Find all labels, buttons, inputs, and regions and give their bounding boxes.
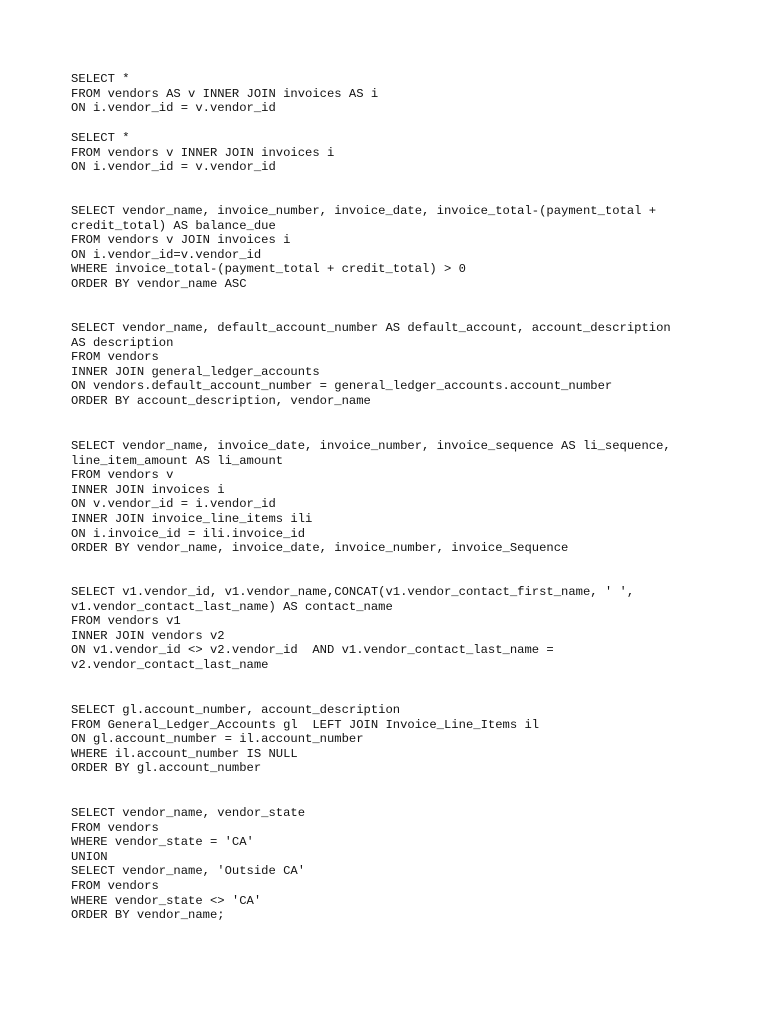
- code-line: SELECT vendor_name, invoice_date, invoice_number, invoice_sequence AS li_sequence,: [71, 439, 671, 453]
- sql-query-block-1: [71, 72, 378, 116]
- code-line: INNER JOIN invoices i: [71, 482, 225, 497]
- code-line: ON i.vendor_id = v.vendor_id: [71, 160, 276, 175]
- code-line: UNION: [71, 849, 108, 864]
- code-line: FROM vendors v: [71, 468, 174, 483]
- code-line: FROM vendors v INNER JOIN invoices i: [71, 145, 335, 160]
- code-line: v1.vendor_contact_last_name) AS contact_name: [71, 599, 393, 614]
- code-line: INNER JOIN general_ledger_accounts: [71, 364, 320, 379]
- code-line: ON i.vendor_id=v.vendor_id: [71, 247, 262, 262]
- code-line: FROM vendors: [71, 350, 159, 365]
- code-line: ON i.invoice_id = ili.invoice_id: [71, 526, 306, 541]
- code-line: SELECT vendor_name, invoice_number, invoice_date, invoice_total-(payment_total +: [71, 204, 657, 218]
- code-line: ORDER BY gl.account_number: [71, 761, 262, 776]
- code-line: WHERE il.account_number IS NULL: [71, 746, 298, 761]
- code-line: FROM General_Ledger_Accounts gl LEFT JOIN Invoice_Line_Items il: [71, 717, 540, 732]
- sql-query-block-7: [71, 703, 539, 776]
- code-line: WHERE invoice_total-(payment_total + credit_total) > 0: [71, 262, 466, 277]
- code-line: FROM vendors v JOIN invoices i: [71, 233, 291, 248]
- sql-query-block-4: [71, 321, 671, 409]
- code-line: ORDER BY vendor_name ASC: [71, 276, 247, 291]
- code-line: ORDER BY vendor_name, invoice_date, invoice_number, invoice_Sequence: [71, 541, 569, 556]
- code-line: ON v.vendor_id = i.vendor_id: [71, 497, 276, 512]
- code-line: FROM vendors v1: [71, 614, 181, 629]
- code-line: INNER JOIN invoice_line_items ili: [71, 511, 313, 526]
- code-line: ON i.vendor_id = v.vendor_id: [71, 101, 276, 116]
- sql-query-block-2: [71, 131, 334, 175]
- code-line: FROM vendors: [71, 878, 159, 893]
- code-line: ORDER BY account_description, vendor_name: [71, 393, 371, 408]
- code-line: FROM vendors AS v INNER JOIN invoices AS i: [71, 86, 379, 101]
- code-line: ON gl.account_number = il.account_number: [71, 732, 364, 747]
- code-line: WHERE vendor_state <> 'CA': [71, 893, 262, 908]
- code-line: SELECT vendor_name, default_account_number AS default_account, account_description: [71, 321, 671, 335]
- code-line: v2.vendor_contact_last_name: [71, 657, 269, 672]
- sql-query-block-5: [71, 439, 671, 556]
- code-line: ON vendors.default_account_number = general_ledger_accounts.account_number: [71, 379, 613, 394]
- code-line: line_item_amount AS li_amount: [71, 453, 284, 468]
- code-line: ON v1.vendor_id <> v2.vendor_id AND v1.vendor_contact_last_name =: [71, 643, 554, 658]
- code-line: SELECT gl.account_number, account_description: [71, 703, 401, 717]
- sql-query-block-3: [71, 204, 656, 292]
- code-line: SELECT vendor_name, 'Outside CA': [71, 864, 306, 879]
- code-line: AS description: [71, 335, 174, 350]
- code-line: credit_total) AS balance_due: [71, 218, 276, 233]
- code-line: SELECT *: [71, 72, 130, 86]
- sql-query-block-6: [71, 585, 634, 673]
- code-line: SELECT vendor_name, vendor_state: [71, 806, 306, 820]
- sql-query-block-8: [71, 806, 305, 923]
- code-line: WHERE vendor_state = 'CA': [71, 835, 254, 850]
- code-line: SELECT v1.vendor_id, v1.vendor_name,CONCAT(v1.vendor_contact_first_name, ' ',: [71, 585, 635, 599]
- code-line: ORDER BY vendor_name;: [71, 908, 225, 923]
- code-line: SELECT *: [71, 131, 130, 145]
- code-line: FROM vendors: [71, 820, 159, 835]
- code-line: INNER JOIN vendors v2: [71, 628, 225, 643]
